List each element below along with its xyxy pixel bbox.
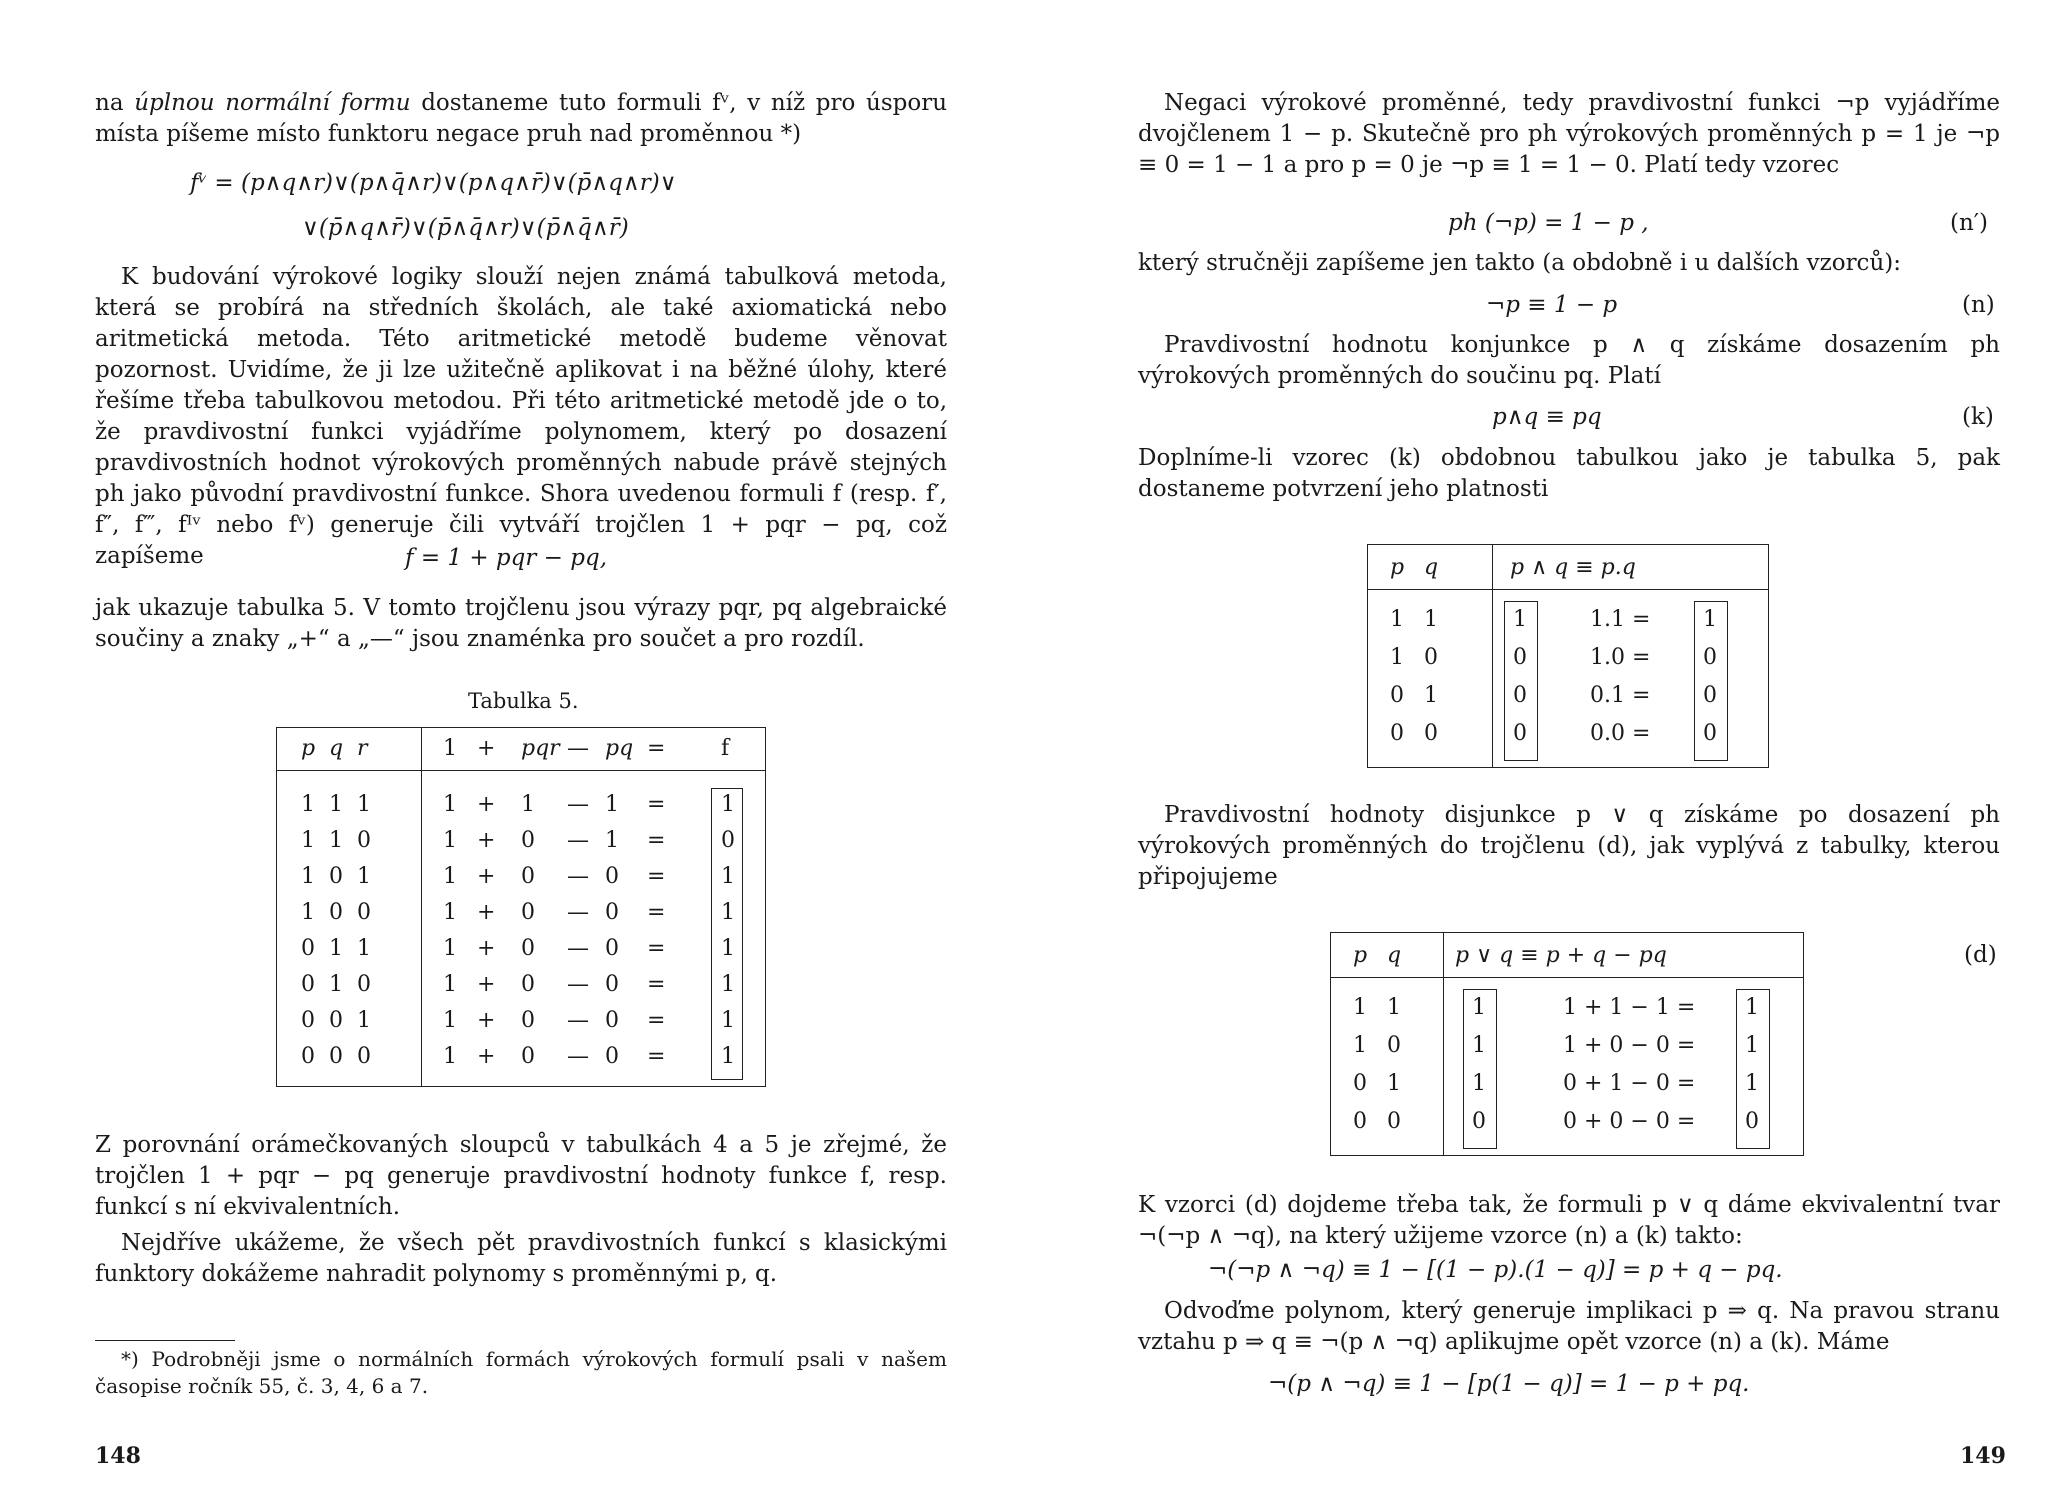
paragraph-negation: Negaci výrokové proměnné, tedy pravdivostní funkci ¬p vyjádříme dvojčlenem 1 − p. Skutečně pro ph výrokových proměnných p = 1 je ¬p ≡ 0 = 1 − 1 a pro p = 0 je ¬p ≡ 1 = 1 − 0. Platí tedy vzorec	[1138, 90, 2000, 178]
table-d-cell: 1	[1472, 995, 1486, 1020]
table5-cell: 1	[301, 828, 315, 853]
page-number-right: 149	[1960, 1443, 2006, 1469]
table5-cell: 0	[605, 1008, 619, 1033]
table5-cell: 1	[329, 792, 343, 817]
table5-cell: 1	[301, 792, 315, 817]
table5-header-cell: 1	[443, 736, 457, 761]
table5-cell: 0	[521, 972, 535, 997]
table-k-cell: 0	[1424, 645, 1438, 670]
footnote: *) Podrobněji jsme o normálních formách výrokových formulí psali v našem časopise ročník 55, č. 3, 4, 6 a 7.	[95, 1347, 947, 1398]
table5-header-cell: +	[477, 736, 496, 761]
table5-cell: =	[647, 972, 666, 997]
paragraph-table-k: Doplníme-li vzorec (k) obdobnou tabulkou jako je tabulka 5, pak dostaneme potvrzení jeho platnosti	[1138, 445, 2000, 502]
table-k-cell: 1	[1390, 607, 1404, 632]
equation-n-label: (n)	[1962, 292, 1995, 318]
table5-header-cell: r	[357, 736, 368, 761]
table5-cell: 1	[605, 792, 619, 817]
paragraph-derivation: K vzorci (d) dojdeme třeba tak, že formuli p ∨ q dáme ekvivalentní tvar ¬(¬p ∧ ¬q), na který užijeme vzorce (n) a (k) takto:	[1138, 1192, 2000, 1249]
table5-cell: 0	[605, 972, 619, 997]
table5-cell: 0	[301, 936, 315, 961]
table5-cell: =	[647, 1044, 666, 1069]
formula-fv-line1: fᵛ = (p∧q∧r)∨(p∧q̄∧r)∨(p∧q∧r̄)∨(p̄∧q∧r)∨	[190, 170, 677, 196]
paragraph-table5-ref: jak ukazuje tabulka 5. V tomto trojčlenu jsou výrazy pqr, pq algebraické součiny a znaky „+“ a „—“ jsou znaménka pro součet a pro rozdíl.	[95, 595, 947, 652]
table5-cell: 1	[443, 864, 457, 889]
table5-cell: 0	[357, 1044, 371, 1069]
table5-cell: 1	[443, 900, 457, 925]
paragraph-implication: Odvoďme polynom, který generuje implikaci p ⇒ q. Na pravou stranu vztahu p ⇒ q ≡ ¬(p ∧ ¬q) aplikujme opět vzorce (n) a (k). Máme	[1138, 1298, 2000, 1355]
equation-n: ¬p ≡ 1 − p	[1486, 292, 1618, 318]
table5-cell: 0	[301, 972, 315, 997]
table5-cell: +	[477, 1008, 496, 1033]
table5-cell: 1	[329, 828, 343, 853]
table5-header-cell: q	[329, 736, 344, 761]
equation-k: p∧q ≡ pq	[1492, 404, 1602, 430]
table5-cell: +	[477, 972, 496, 997]
table-k-cell: 0	[1390, 721, 1404, 746]
table5-cell: 1	[721, 900, 735, 925]
equation-n-prime: ph (¬p) = 1 − p ,	[1448, 210, 1649, 236]
table5-header-cell: f	[721, 736, 730, 761]
table5-cell: —	[567, 828, 589, 853]
table5-cell: 1	[721, 936, 735, 961]
table-d-cell: 0	[1472, 1109, 1486, 1134]
table-k-cell: 1	[1424, 683, 1438, 708]
table-k-cell: 0.1 =	[1590, 683, 1651, 708]
paragraph-arithmetic-method: K budování výrokové logiky slouží nejen známá tabulková metoda, která se probírá na středních školách, ale také axiomatická nebo aritmetická metoda. Této aritmetické metodě budeme věnovat pozornost. Uvidíme, že ji lze užitečně aplikovat i na běžné úlohy, které řešíme třeba tabulkovou metodou. Při této aritmetické metodě jde o to, že pravdivostní funkci vyjádříme polynomem, který po dosazení pravdivostních hodnot výrokových proměnných nabude právě stejných ph jako původní pravdivostní funkce. Shora uvedenou formuli f (resp. f′, f″, f‴, fᴵᵛ nebo fᵛ) generuje čili vytváří trojčlen 1 + pqr − pq, což zapíšeme	[95, 264, 947, 569]
table5-cell: 1	[357, 1008, 371, 1033]
table-k-cell: 1	[1424, 607, 1438, 632]
table-d-cell: 1 + 1 − 1 =	[1563, 995, 1696, 1020]
table5-header-cell: p	[301, 736, 316, 761]
table5-cell: 0	[301, 1008, 315, 1033]
table-d-cell: 0	[1387, 1109, 1401, 1134]
table5-cell: 1	[443, 1008, 457, 1033]
table-k-cell: 1.1 =	[1590, 607, 1651, 632]
footnote-rule	[95, 1340, 235, 1341]
table-k-cell: 1	[1513, 607, 1527, 632]
table5-cell: +	[477, 828, 496, 853]
table5-cell: 1	[721, 1044, 735, 1069]
table5-cell: 1	[357, 792, 371, 817]
table-k-cell: 0	[1703, 645, 1717, 670]
table5-cell: =	[647, 1008, 666, 1033]
table5-cell: —	[567, 1044, 589, 1069]
formula-f: f = 1 + pqr − pq,	[405, 545, 608, 571]
table5-cell: —	[567, 792, 589, 817]
table5-cell: 0	[521, 900, 535, 925]
table5-cell: 0	[521, 1044, 535, 1069]
table5-cell: 1	[721, 792, 735, 817]
table-k-header-cell: p	[1390, 555, 1405, 580]
table5-cell: 0	[357, 828, 371, 853]
paragraph-polynomials: Nejdříve ukážeme, že všech pět pravdivostních funkcí s klasickými funktory dokážeme nahradit polynomy s proměnnými p, q.	[95, 1230, 947, 1287]
table5-cell: +	[477, 1044, 496, 1069]
table5-header-cell: pqr	[521, 736, 560, 761]
table-k-cell: 0	[1513, 721, 1527, 746]
table5-cell: +	[477, 936, 496, 961]
table5-cell: 1	[329, 936, 343, 961]
table-d-header-cell: p	[1353, 943, 1368, 968]
table5-cell: 1	[443, 972, 457, 997]
table5-cell: 0	[329, 864, 343, 889]
table-k-cell: 1	[1390, 645, 1404, 670]
table5-caption: Tabulka 5.	[468, 689, 579, 713]
table5-cell: 0	[357, 972, 371, 997]
equation-d-derivation: ¬(¬p ∧ ¬q) ≡ 1 − [(1 − p).(1 − q)] = p + q − pq.	[1208, 1257, 1783, 1283]
table-d-label: (d)	[1964, 942, 1997, 968]
table-k-cell: 0	[1513, 645, 1527, 670]
table-k-cell: 0.0 =	[1590, 721, 1651, 746]
table-d-header-cell: p ∨ q ≡ p + q − pq	[1455, 943, 1667, 968]
table5-header-cell: —	[567, 736, 589, 761]
table5-cell: 1	[443, 936, 457, 961]
table5-cell: =	[647, 828, 666, 853]
table-k-cell: 0	[1703, 721, 1717, 746]
table-disjunction	[1330, 932, 1804, 1156]
formula-fv-line2: ∨(p̄∧q∧r̄)∨(p̄∧q̄∧r)∨(p̄∧q̄∧r̄)	[302, 215, 629, 241]
right-page	[1030, 0, 2060, 1500]
table-d-cell: 1	[1472, 1033, 1486, 1058]
table-d-cell: 1	[1745, 1033, 1759, 1058]
table5-cell: =	[647, 936, 666, 961]
table-d-cell: 0 + 1 − 0 =	[1563, 1071, 1696, 1096]
table5-cell: —	[567, 900, 589, 925]
table-d-cell: 0	[1745, 1109, 1759, 1134]
table5-cell: 0	[521, 936, 535, 961]
equation-k-label: (k)	[1962, 404, 1994, 430]
table5-cell: 1	[521, 792, 535, 817]
table-k-cell: 0	[1703, 683, 1717, 708]
table5-cell: +	[477, 792, 496, 817]
table-d-cell: 1	[1745, 995, 1759, 1020]
table5-cell: 0	[521, 864, 535, 889]
table5-cell: 0	[605, 936, 619, 961]
table5-cell: 1	[357, 936, 371, 961]
table5-cell: 1	[605, 828, 619, 853]
table5-cell: 0	[301, 1044, 315, 1069]
table5-cell: 1	[721, 864, 735, 889]
table5-cell: 0	[357, 900, 371, 925]
table5-cell: 0	[605, 864, 619, 889]
equation-n-prime-label: (n′)	[1950, 210, 1988, 236]
table-d-cell: 1 + 0 − 0 =	[1563, 1033, 1696, 1058]
table-5	[276, 727, 766, 1087]
table-d-cell: 0	[1387, 1033, 1401, 1058]
paragraph-disjunction: Pravdivostní hodnoty disjunkce p ∨ q získáme po dosazení ph výrokových proměnných do trojčlenu (d), jak vyplývá z tabulky, kterou připojujeme	[1138, 802, 2000, 890]
table-d-cell: 1	[1387, 995, 1401, 1020]
table5-cell: 1	[443, 1044, 457, 1069]
table-conjunction	[1367, 544, 1769, 768]
paragraph-comparison: Z porovnání orámečkovaných sloupců v tabulkách 4 a 5 je zřejmé, že trojčlen 1 + pqr − pq generuje pravdivostní hodnoty funkce f, resp. funkcí s ní ekvivalentních.	[95, 1132, 947, 1220]
table5-cell: 1	[443, 792, 457, 817]
table5-cell: —	[567, 864, 589, 889]
table-d-cell: 1	[1472, 1071, 1486, 1096]
table5-cell: 0	[329, 900, 343, 925]
table5-cell: 1	[721, 972, 735, 997]
table5-cell: 1	[443, 828, 457, 853]
table5-cell: +	[477, 900, 496, 925]
table-d-cell: 1	[1387, 1071, 1401, 1096]
table5-header-cell: =	[647, 736, 666, 761]
table-d-cell: 1	[1353, 1033, 1367, 1058]
table-d-cell: 0	[1353, 1109, 1367, 1134]
intro-paragraph: na úplnou normální formu dostaneme tuto formuli fᵛ, v níž pro úsporu místa píšeme místo funktoru negace pruh nad proměnnou *)	[95, 90, 948, 147]
table-d-header-cell: q	[1387, 943, 1402, 968]
table5-cell: =	[647, 900, 666, 925]
table5-header-cell: pq	[605, 736, 634, 761]
table5-cell: 0	[329, 1008, 343, 1033]
paragraph-conjunction: Pravdivostní hodnotu konjunkce p ∧ q získáme dosazením ph výrokových proměnných do součinu pq. Platí	[1138, 332, 2000, 389]
table-k-cell: 1	[1703, 607, 1717, 632]
table-d-cell: 1	[1353, 995, 1367, 1020]
table5-cell: 0	[721, 828, 735, 853]
paragraph-short-form: který stručněji zapíšeme jen takto (a obdobně i u dalších vzorců):	[1138, 250, 1901, 276]
table-d-cell: 1	[1745, 1071, 1759, 1096]
page-number-left: 148	[95, 1443, 141, 1469]
table5-cell: 1	[357, 864, 371, 889]
table-d-cell: 0	[1353, 1071, 1367, 1096]
table5-cell: —	[567, 972, 589, 997]
table5-cell: 0	[521, 1008, 535, 1033]
table5-cell: 0	[521, 828, 535, 853]
table5-cell: 1	[301, 864, 315, 889]
table-k-cell: 0	[1390, 683, 1404, 708]
table5-cell: —	[567, 1008, 589, 1033]
table5-cell: 0	[605, 900, 619, 925]
table5-cell: 1	[301, 900, 315, 925]
equation-implication: ¬(p ∧ ¬q) ≡ 1 − [p(1 − q)] = 1 − p + pq.	[1268, 1371, 1750, 1397]
table5-cell: 1	[329, 972, 343, 997]
table5-cell: 0	[329, 1044, 343, 1069]
table-k-header-cell: p ∧ q ≡ p.q	[1510, 555, 1636, 580]
table5-cell: 1	[721, 1008, 735, 1033]
table5-cell: +	[477, 864, 496, 889]
table5-cell: =	[647, 792, 666, 817]
table5-cell: =	[647, 864, 666, 889]
table5-cell: —	[567, 936, 589, 961]
table-k-header-cell: q	[1424, 555, 1439, 580]
table5-cell: 0	[605, 1044, 619, 1069]
table-k-cell: 0	[1424, 721, 1438, 746]
table-d-cell: 0 + 0 − 0 =	[1563, 1109, 1696, 1134]
table-k-cell: 0	[1513, 683, 1527, 708]
table-k-cell: 1.0 =	[1590, 645, 1651, 670]
